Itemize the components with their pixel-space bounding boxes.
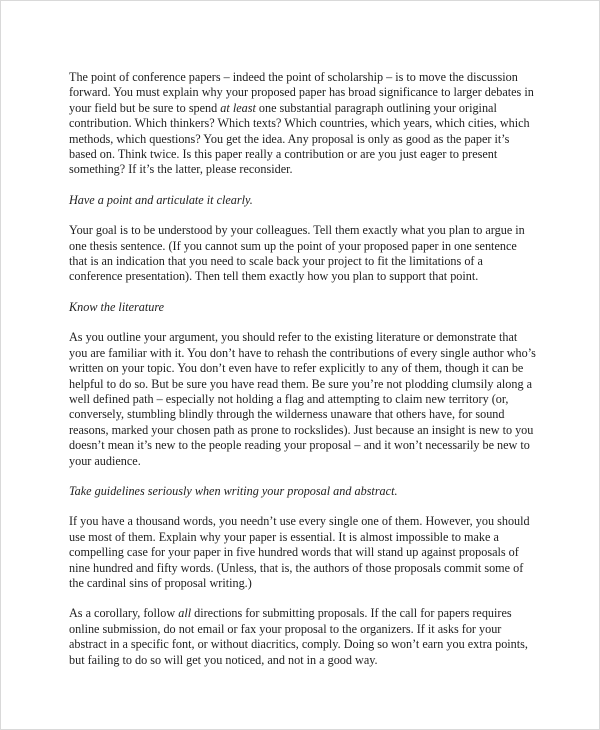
document-body [1, 1, 599, 668]
section-heading-have-a-point: Have a point and articulate it clearly. [69, 192, 253, 207]
section-heading-take-guidelines-seriously: Take guidelines seriously when writing your proposal and abstract. [69, 483, 398, 498]
paragraph-thousand-words: If you have a thousand words, you needn’t use every single one of them. However, you should use most of them. Explain why your paper is essential. It is almost impossible to make a compelling case for your paper in five hundred words that will stand up against proposals of nine hundred and fifty words. (Unless, that is, the authors of those proposals commit some of the cardinal sins of proposal writing.) [69, 514, 530, 590]
section-heading-know-the-literature: Know the literature [69, 299, 165, 314]
text-run: The point of conference papers – indeed the point of scholarship – is to move the discussion forward. You must explain why your proposed paper has broad significance to larger debates in your field but be sure to spend [69, 70, 534, 115]
text-run: one substantial paragraph outlining your original contribution. Which thinkers? Which texts? Which countries, which years, which cities, which methods, which questions? You get the idea. Any proposal is only as good as the paper it’s based on. Think twice. Is this paper really a contribution or are you just eager to present something? If it’s the latter, please reconsider. [69, 100, 530, 177]
text-run-italic: at least [220, 100, 256, 115]
paragraph-outline-argument: As you outline your argument, you should refer to the existing literature or demonstrate that you are familiar with it. You don’t have to rehash the contributions of every single author who’s written on your topic. You don’t even have to refer explicitly to any of them, though it can be helpful to do so. But be sure you have read them. Be sure you’re not plodding clumsily along a well defined path – especially not holding a flag and attempting to claim new territory (or, conversely, stumbling blindly through the wilderness unaware that others have, for sound reasons, marked your chosen path as prone to rockslides). Just because an insight is new to you doesn’t mean it’s new to the people reading your proposal – and it won’t necessarily be new to your audience. [69, 330, 536, 468]
text-run: directions for submitting proposals. If the call for papers requires online submission, do not email or fax your proposal to the organizers. If it asks for your abstract in a specific font, or without diacritics, comply. Doing so won’t earn you extra points, but failing to do so will get you noticed, and not in a good way. [69, 606, 528, 667]
text-run: As a corollary, follow [69, 606, 179, 621]
paragraph-corollary-follow-directions [69, 606, 537, 668]
text-run-italic: all [178, 606, 192, 621]
paragraph-goal-understood: Your goal is to be understood by your colleagues. Tell them exactly what you plan to argue in one thesis sentence. (If you cannot sum up the point of your proposed paper in one sentence that is an indication that you need to scale back your project to fit the limitations of a conference presentation). Then tell them exactly how you plan to support that point. [69, 223, 525, 284]
paragraph-point-of-conference-papers [69, 70, 537, 178]
